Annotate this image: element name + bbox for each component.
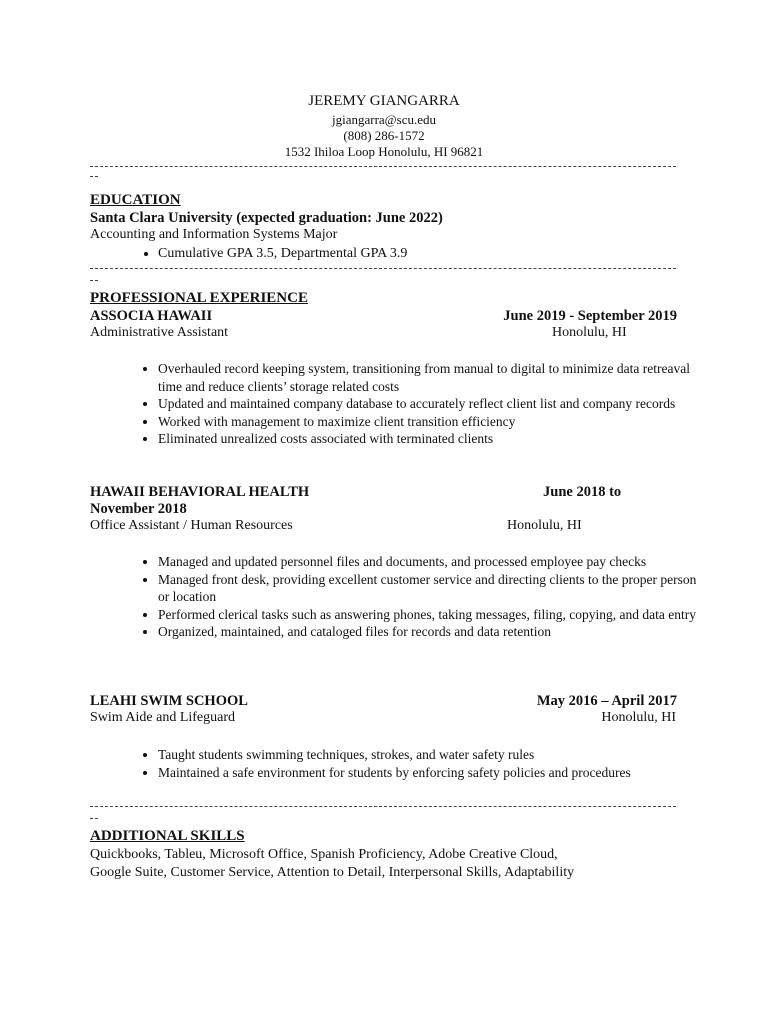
job-dates: May 2016 – April 2017 — [536, 693, 677, 709]
list-item: • Worked with management to maximize client transition efficiency — [158, 413, 703, 431]
list-item: • Overhauled record keeping system, transitioning from manual to digital to minimize data retreaval time and reduce clients’ storage related costs — [158, 360, 703, 395]
list-item: • Managed and updated personnel files and documents, and processed employee pay checks — [158, 553, 703, 571]
section-title-skills: ADDITIONAL SKILLS — [90, 828, 245, 844]
job-bullets — [130, 746, 703, 781]
divider-tail — [90, 176, 98, 177]
education-bullets — [130, 245, 703, 263]
job-role: Swim Aide and Lifeguard — [90, 710, 236, 725]
contact-address: 1532 Ihiloa Loop Honolulu, HI 96821 — [284, 144, 484, 159]
list-item: • Organized, maintained, and cataloged files for records and data retention — [158, 623, 703, 641]
section-title-experience: PROFESSIONAL EXPERIENCE — [90, 290, 308, 306]
divider — [90, 166, 676, 167]
candidate-name: JEREMY GIANGARRA — [308, 93, 460, 109]
divider — [90, 268, 676, 269]
job-dates-start: June 2018 to — [543, 484, 622, 500]
contact-email: jgiangarra@scu.edu — [331, 112, 436, 127]
job-dates: June 2019 - September 2019 — [503, 308, 677, 324]
job-bullets — [130, 360, 703, 448]
divider-tail — [90, 280, 98, 281]
list-item: • Managed front desk, providing excellent customer service and directing clients to the proper person or location — [158, 571, 703, 606]
education-school: Santa Clara University (expected graduation: June 2022) — [90, 210, 443, 226]
job-role: Office Assistant / Human Resources — [90, 518, 293, 533]
list-item: • Maintained a safe environment for students by enforcing safety policies and procedures — [158, 764, 703, 782]
divider — [90, 806, 676, 807]
section-title-education: EDUCATION — [90, 192, 181, 208]
job-location: Honolulu, HI — [601, 710, 676, 725]
skills-line: Google Suite, Customer Service, Attention to Detail, Interpersonal Skills, Adaptability — [90, 865, 575, 880]
skills-line: Quickbooks, Tableu, Microsoft Office, Spanish Proficiency, Adobe Creative Cloud, — [90, 847, 558, 862]
contact-phone: (808) 286-1572 — [343, 128, 425, 143]
list-item: • Performed clerical tasks such as answering phones, taking messages, filing, copying, and data entry — [158, 606, 703, 624]
list-item: • Cumulative GPA 3.5, Departmental GPA 3.9 — [158, 245, 703, 263]
job-role: Administrative Assistant — [90, 325, 229, 340]
job-location: Honolulu, HI — [507, 518, 582, 533]
job-bullets — [130, 553, 703, 641]
list-item: • Eliminated unrealized costs associated with terminated clients — [158, 430, 703, 448]
job-company: ASSOCIA HAWAII — [90, 308, 213, 324]
education-major: Accounting and Information Systems Major — [90, 227, 338, 242]
list-item: • Taught students swimming techniques, strokes, and water safety rules — [158, 746, 703, 764]
divider-tail — [90, 818, 98, 819]
list-item: • Updated and maintained company database to accurately reflect client list and company records — [158, 395, 703, 413]
job-company: LEAHI SWIM SCHOOL — [90, 693, 248, 709]
job-location: Honolulu, HI — [552, 325, 627, 340]
job-company: HAWAII BEHAVIORAL HEALTH — [90, 484, 310, 500]
job-dates-end: November 2018 — [90, 501, 187, 517]
